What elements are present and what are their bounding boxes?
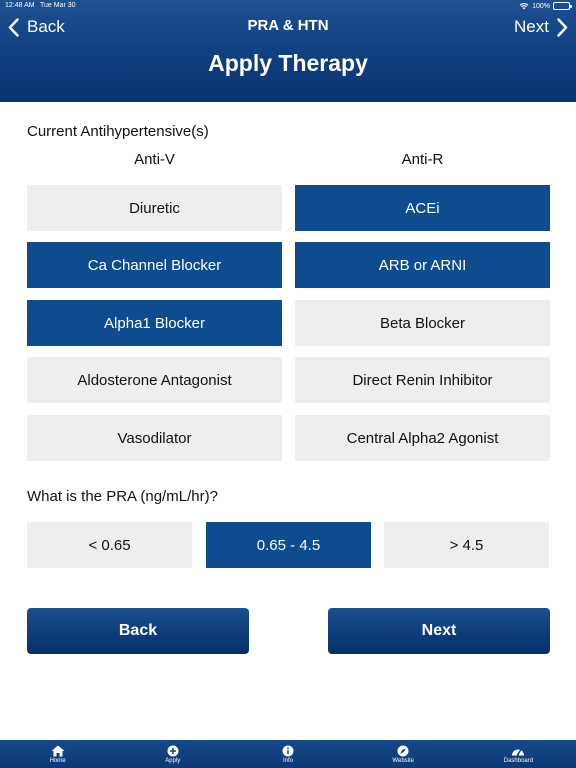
- pra-question-label: What is the PRA (ng/mL/hr)?: [27, 488, 218, 505]
- option-label: Diuretic: [129, 199, 180, 217]
- option-label: < 0.65: [88, 536, 131, 554]
- option-central-alpha2-agonist[interactable]: [295, 415, 550, 461]
- status-date: Tue Mar 30: [40, 2, 76, 9]
- wifi-icon: [519, 2, 529, 10]
- option-vasodilator[interactable]: [27, 415, 282, 461]
- header: [0, 0, 576, 102]
- tab-label: Home: [49, 757, 66, 764]
- option-label: ARB or ARNI: [378, 256, 467, 274]
- tab-label: Website: [392, 757, 414, 764]
- back-button[interactable]: Back: [27, 608, 249, 654]
- next-button[interactable]: Next: [328, 608, 550, 654]
- tab-home[interactable]: [0, 740, 115, 768]
- pra-option-mid[interactable]: [206, 522, 371, 568]
- pra-option-low[interactable]: [27, 522, 192, 568]
- nav-next-button[interactable]: [514, 16, 568, 38]
- option-label: 0.65 - 4.5: [256, 536, 321, 554]
- option-label: Central Alpha2 Agonist: [346, 429, 499, 447]
- option-label: Ca Channel Blocker: [87, 256, 222, 274]
- info-icon: [282, 745, 294, 757]
- option-label: ACEi: [405, 199, 440, 217]
- option-label: Beta Blocker: [379, 314, 466, 332]
- chevron-right-icon: [557, 18, 568, 37]
- option-label: Vasodilator: [117, 429, 192, 447]
- option-beta-blocker[interactable]: [295, 300, 550, 346]
- tab-apply[interactable]: [115, 740, 230, 768]
- option-diuretic[interactable]: [27, 185, 282, 231]
- option-direct-renin-inhibitor[interactable]: [295, 357, 550, 403]
- battery-icon: [553, 2, 570, 10]
- page-title: Apply Therapy: [208, 50, 368, 76]
- status-bar: [0, 0, 576, 12]
- nav-back-label: Back: [27, 17, 65, 36]
- tab-info[interactable]: [230, 740, 345, 768]
- tab-bar: [0, 740, 576, 768]
- tab-dashboard[interactable]: [461, 740, 576, 768]
- anti-r-header: Anti-R: [401, 151, 444, 168]
- compass-icon: [397, 745, 409, 757]
- option-ca-channel-blocker[interactable]: [27, 242, 282, 288]
- battery-percent: 100%: [532, 2, 550, 10]
- anti-v-header: Anti-V: [134, 151, 175, 168]
- option-label: Direct Renin Inhibitor: [352, 371, 493, 389]
- plus-circle-icon: [167, 745, 179, 757]
- tab-label: Info: [283, 757, 294, 764]
- option-label: Alpha1 Blocker: [104, 314, 205, 332]
- option-acei[interactable]: [295, 185, 550, 231]
- option-label: > 4.5: [449, 536, 484, 554]
- option-arb-or-arni[interactable]: [295, 242, 550, 288]
- option-alpha1-blocker[interactable]: [27, 300, 282, 346]
- tab-website[interactable]: [346, 740, 461, 768]
- status-right: [519, 2, 570, 10]
- home-icon: [51, 745, 65, 757]
- status-time: 12:48 AM: [5, 2, 35, 9]
- tab-label: Apply: [165, 757, 181, 764]
- tab-label: Dashboard: [503, 757, 534, 764]
- option-label: Aldosterone Antagonist: [77, 371, 232, 389]
- pra-option-high[interactable]: [384, 522, 549, 568]
- option-aldosterone-antagonist[interactable]: [27, 357, 282, 403]
- current-antihypertensives-label: Current Antihypertensive(s): [27, 123, 209, 140]
- nav-title: PRA & HTN: [247, 17, 329, 34]
- nav-next-label: Next: [514, 17, 549, 36]
- gauge-icon: [511, 745, 525, 757]
